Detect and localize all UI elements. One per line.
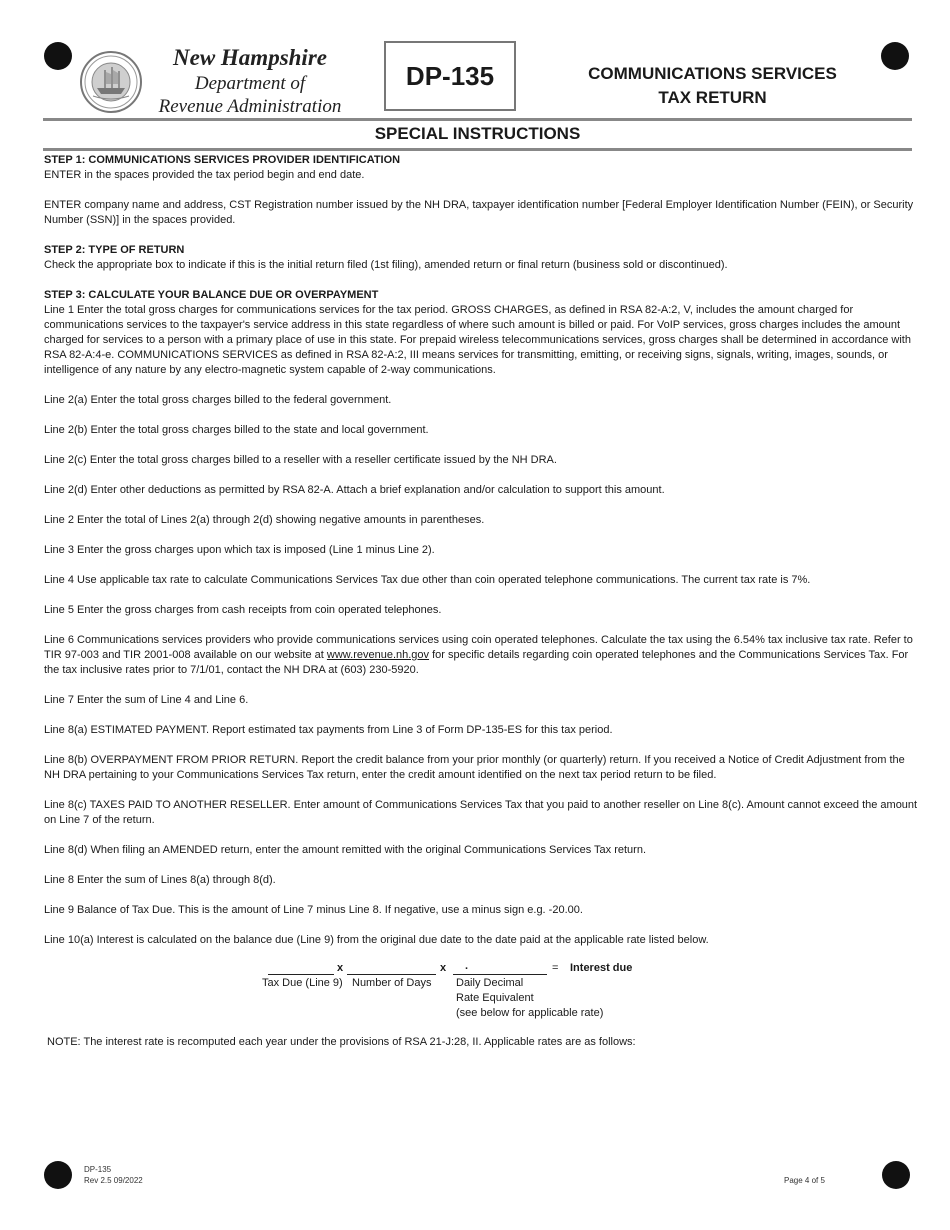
revenue-website-link[interactable]: www.revenue.nh.gov bbox=[326, 649, 430, 661]
line-1-instruction: Line 1 Enter the total gross charges for communications services for the tax period. GROSS CHARGES, as defined in RSA 82-A:2, V, includes the amount charged for communications services to the taxpayer's service address in this state regardless of where such amount is billed or paid. For VoIP services, gross charges includes the amount charged for services to a person with a primary place of use in this state. For prepaid wireless telecommunications services, gross charges shall be determined in accordance with RSA 82-A:4-e. COMMUNICATIONS SERVICES as defined in RSA 82-A:2, III means services for transmitting, emitting, or receiving signs, signals, writing, images, sounds, or intelligence of any nature by any electro-magnetic system capable of 2-way communications. bbox=[44, 304, 911, 376]
registration-mark-top-right bbox=[881, 42, 909, 70]
form-title bbox=[560, 62, 865, 110]
multiply-sign-1: x bbox=[337, 962, 344, 974]
agency-line-3: Revenue Administration bbox=[158, 96, 342, 117]
interest-due-label: Interest due bbox=[570, 962, 633, 974]
number-of-days-label: Number of Days bbox=[352, 977, 432, 989]
form-title-line-1: COMMUNICATIONS SERVICES bbox=[588, 64, 837, 83]
line-6-instruction bbox=[44, 633, 918, 678]
footer-revision: Rev 2.5 09/2022 bbox=[84, 1176, 143, 1185]
multiply-sign-2: x bbox=[440, 962, 447, 974]
line-9-instruction: Line 9 Balance of Tax Due. This is the amount of Line 7 minus Line 8. If negative, use a minus sign e.g. -20.00. bbox=[44, 904, 583, 916]
daily-rate-blank[interactable] bbox=[453, 974, 547, 975]
agency-name bbox=[145, 44, 355, 118]
header-rule-bottom bbox=[43, 148, 912, 151]
registration-mark-bottom-right bbox=[882, 1161, 910, 1189]
line-2-instruction: Line 2 Enter the total of Lines 2(a) through 2(d) showing negative amounts in parentheses. bbox=[44, 514, 485, 526]
line-7-instruction: Line 7 Enter the sum of Line 4 and Line 6. bbox=[44, 694, 249, 706]
agency-line-1: New Hampshire bbox=[173, 45, 327, 70]
section-title: SPECIAL INSTRUCTIONS bbox=[374, 124, 581, 143]
line-10a-instruction: Line 10(a) Interest is calculated on the balance due (Line 9) from the original due date to the date paid at the applicable rate listed below. bbox=[44, 934, 709, 946]
line-8b-instruction: Line 8(b) OVERPAYMENT FROM PRIOR RETURN. Report the credit balance from your prior monthly (or quarterly) return. If you received a Notice of Credit Adjustment from the NH DRA pertaining to your Communications Services Tax return, enter the credit amount identified on the next tax period return to be filed. bbox=[44, 754, 905, 781]
step2-heading: STEP 2: TYPE OF RETURN bbox=[44, 244, 185, 256]
interest-rate-note: NOTE: The interest rate is recomputed each year under the provisions of RSA 21-J:28, II. Applicable rates are as follows: bbox=[47, 1036, 636, 1048]
decimal-point: . bbox=[465, 960, 469, 972]
footer-page-number: Page 4 of 5 bbox=[784, 1176, 825, 1185]
daily-rate-label-2: Rate Equivalent bbox=[456, 992, 534, 1004]
form-title-line-2: TAX RETURN bbox=[658, 88, 767, 107]
line-2b-instruction: Line 2(b) Enter the total gross charges billed to the state and local government. bbox=[44, 424, 429, 436]
line-8a-instruction: Line 8(a) ESTIMATED PAYMENT. Report estimated tax payments from Line 3 of Form DP-135-ES for this tax period. bbox=[44, 724, 613, 736]
line-2a-instruction: Line 2(a) Enter the total gross charges billed to the federal government. bbox=[44, 394, 392, 406]
step1-paragraph-2: ENTER company name and address, CST Registration number issued by the NH DRA, taxpayer identification number [Federal Employer Identification Number (FEIN), or Security Number (SSN)] in the spaces provided. bbox=[44, 199, 914, 226]
registration-mark-top-left bbox=[44, 42, 72, 70]
state-seal-icon bbox=[79, 50, 143, 114]
line-3-instruction: Line 3 Enter the gross charges upon which tax is imposed (Line 1 minus Line 2). bbox=[44, 544, 435, 556]
line-8d-instruction: Line 8(d) When filing an AMENDED return, enter the amount remitted with the original Communications Services Tax return. bbox=[44, 844, 647, 856]
line-8-instruction: Line 8 Enter the sum of Lines 8(a) through 8(d). bbox=[44, 874, 276, 886]
footer-form-id: DP-135 bbox=[84, 1165, 112, 1174]
step3-heading: STEP 3: CALCULATE YOUR BALANCE DUE OR OVERPAYMENT bbox=[44, 289, 379, 301]
header-rule-top bbox=[43, 118, 912, 121]
line-2d-instruction: Line 2(d) Enter other deductions as permitted by RSA 82-A. Attach a brief explanation and/or calculation to support this amount. bbox=[44, 484, 665, 496]
line-5-instruction: Line 5 Enter the gross charges from cash receipts from coin operated telephones. bbox=[44, 604, 442, 616]
daily-rate-label-1: Daily Decimal bbox=[456, 977, 524, 989]
line-6-text-a: Line 6 Communications services providers who provide communications services using coin operated telephones. Calculate the tax using the 6.54% tax inclusive tax rate. Refer to TIR 97-003 and TIR 2001-008 available on our website at bbox=[44, 634, 913, 661]
line-6-text-b: for specific details regarding coin operated telephones and the Communications Services Tax. For the tax inclusive rates prior to 7/1/01, contact the NH DRA at (603) 230-5920. bbox=[44, 649, 909, 676]
line-8c-instruction: Line 8(c) TAXES PAID TO ANOTHER RESELLER. Enter amount of Communications Services Tax that you paid to another reseller on Line 8(c). Amount cannot exceed the amount on Line 7 of the return. bbox=[44, 799, 918, 826]
line-4-instruction: Line 4 Use applicable tax rate to calculate Communications Services Tax due other than coin operated telephone communications. The current tax rate is 7%. bbox=[44, 574, 811, 586]
agency-line-2: Department of bbox=[194, 73, 306, 94]
tax-due-blank[interactable] bbox=[268, 974, 334, 975]
daily-rate-label-3: (see below for applicable rate) bbox=[456, 1007, 604, 1019]
step1-paragraph-1: ENTER in the spaces provided the tax period begin and end date. bbox=[44, 169, 365, 181]
tax-due-label: Tax Due (Line 9) bbox=[262, 977, 343, 989]
form-number-box: DP-135 bbox=[384, 41, 516, 111]
equals-sign: = bbox=[552, 962, 559, 974]
instructions-body bbox=[44, 153, 918, 963]
number-of-days-blank[interactable] bbox=[347, 974, 436, 975]
registration-mark-bottom-left bbox=[44, 1161, 72, 1189]
step1-heading: STEP 1: COMMUNICATIONS SERVICES PROVIDER IDENTIFICATION bbox=[44, 154, 401, 166]
step2-paragraph-1: Check the appropriate box to indicate if this is the initial return filed (1st filing), amended return or final return (business sold or discontinued). bbox=[44, 259, 728, 271]
line-2c-instruction: Line 2(c) Enter the total gross charges billed to a reseller with a reseller certificate issued by the NH DRA. bbox=[44, 454, 557, 466]
